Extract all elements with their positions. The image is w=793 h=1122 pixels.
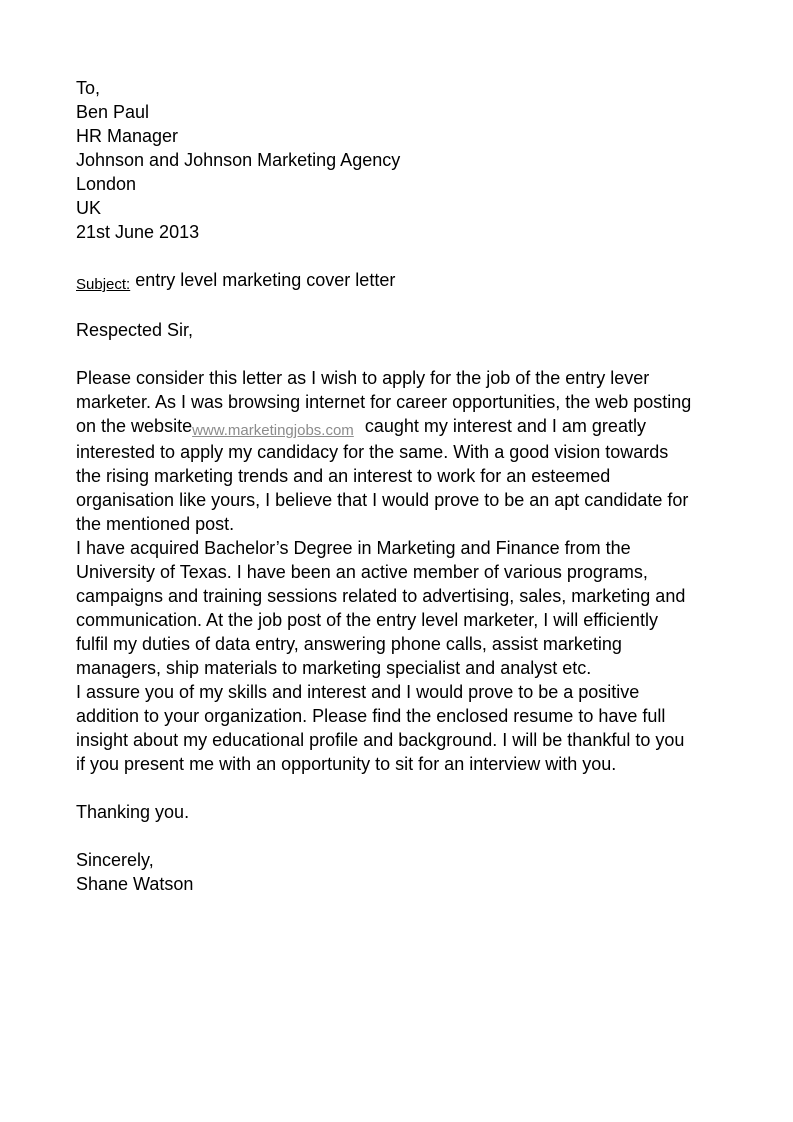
spacer (76, 342, 726, 366)
website-link[interactable]: www.marketingjobs.com (192, 422, 354, 439)
recipient-title: HR Manager (76, 126, 179, 146)
subject-label: Subject: (76, 276, 131, 293)
spacer (76, 824, 726, 848)
cover-letter (76, 76, 726, 896)
body-line: addition to your organization. Please find the enclosed resume to have full (76, 706, 666, 726)
body-line: organisation like yours, I believe that I would prove to be an apt candidate for (76, 490, 689, 510)
body-line: I assure you of my skills and interest and I would prove to be a positive (76, 682, 640, 702)
letter-date: 21st June 2013 (76, 222, 200, 242)
subject-line (76, 268, 726, 294)
recipient-address-block (76, 76, 726, 244)
greeting: Respected Sir, (76, 320, 194, 340)
letter-body (76, 366, 726, 776)
thanks-line: Thanking you. (76, 802, 190, 822)
address-to: To, (76, 78, 101, 98)
recipient-company: Johnson and Johnson Marketing Agency (76, 150, 401, 170)
body-line: the rising marketing trends and an interest to work for an esteemed (76, 466, 611, 486)
recipient-country: UK (76, 198, 102, 218)
website-suffix: caught my interest and I am greatly (364, 416, 646, 436)
sign-off: Sincerely, (76, 850, 154, 870)
spacer (76, 776, 726, 800)
body-line-website (76, 414, 726, 440)
body-line: if you present me with an opportunity to sit for an interview with you. (76, 754, 617, 774)
body-line: communication. At the job post of the entry level marketer, I will efficiently (76, 610, 658, 630)
body-line: campaigns and training sessions related to advertising, sales, marketing and (76, 586, 686, 606)
body-line: the mentioned post. (76, 514, 235, 534)
spacer (76, 244, 726, 268)
body-line: University of Texas. I have been an active member of various programs, (76, 562, 648, 582)
subject-text: entry level marketing cover letter (135, 270, 396, 290)
body-line: interested to apply my candidacy for the same. With a good vision towards (76, 442, 669, 462)
body-line: managers, ship materials to marketing specialist and analyst etc. (76, 658, 592, 678)
recipient-name: Ben Paul (76, 102, 150, 122)
spacer (76, 294, 726, 318)
recipient-city: London (76, 174, 137, 194)
website-prefix: on the website (76, 416, 193, 436)
body-line: marketer. As I was browsing internet for career opportunities, the web posting (76, 392, 692, 412)
body-line: insight about my educational profile and background. I will be thankful to you (76, 730, 685, 750)
body-line: fulfil my duties of data entry, answering phone calls, assist marketing (76, 634, 622, 654)
body-line: I have acquired Bachelor’s Degree in Marketing and Finance from the (76, 538, 631, 558)
body-line: Please consider this letter as I wish to apply for the job of the entry lever (76, 368, 650, 388)
signature-name: Shane Watson (76, 874, 194, 894)
